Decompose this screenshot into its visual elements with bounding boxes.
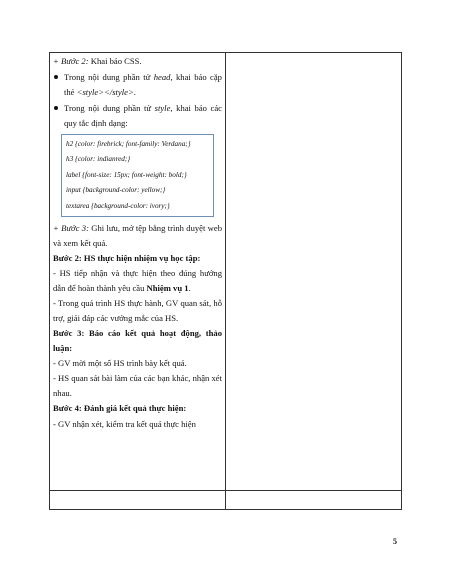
bullet-style bbox=[53, 101, 222, 131]
css-rule: h3 {color: indianred;} bbox=[66, 155, 131, 164]
bullet-text: , khai báo cặp thẻ bbox=[64, 72, 222, 97]
section-heading: Bước 2: HS thực hiện nhiệm vụ học tập: bbox=[53, 253, 201, 264]
left-column-content bbox=[53, 54, 222, 432]
bullet-text: Trong nội dung phần tử bbox=[64, 72, 154, 82]
paragraph-text: . bbox=[188, 283, 191, 294]
paragraph bbox=[53, 266, 222, 296]
section-heading: Bước 3: Báo cáo kết quả hoạt động, thảo luận: bbox=[53, 328, 222, 354]
css-code-box bbox=[61, 134, 214, 217]
css-rule: h2 {color: firebrick; font-family: Verdana;} bbox=[66, 140, 191, 148]
css-rule: label {font-size: 15px; font-weight: bold;} bbox=[66, 170, 187, 179]
tag-name: style bbox=[154, 103, 171, 113]
step-label: + Bước 2: bbox=[53, 56, 89, 66]
table-row-divider bbox=[49, 490, 402, 491]
step-label: + Bước 3: bbox=[53, 223, 89, 234]
code-snippet: <style></style> bbox=[76, 87, 134, 97]
bullet-text: , khai báo các quy tắc định dạng: bbox=[64, 103, 222, 128]
bullet-head bbox=[53, 70, 222, 100]
paragraph: - HS quan sát bài làm của các bạn khác, nhận xét nhau. bbox=[53, 373, 222, 399]
emphasis-text: Nhiệm vụ 1 bbox=[146, 283, 189, 294]
step2-css-line bbox=[53, 54, 222, 69]
table-column-divider bbox=[225, 52, 226, 510]
paragraph: - GV mời một số HS trình bày kết quả. bbox=[53, 358, 187, 369]
bullet-text: Trong nội dung phần tử bbox=[64, 103, 155, 113]
paragraph-text: - HS tiếp nhận và thực hiện theo đúng hướng dẫn để hoàn thành yêu cầu bbox=[53, 268, 222, 294]
step-text: Ghi lưu, mở tệp bằng trình duyệt web và xem kết quả. bbox=[53, 223, 222, 249]
paragraph: - GV nhận xét, kiểm tra kết quả thực hiện bbox=[53, 419, 196, 430]
css-rule: input {background-color: yellow;} bbox=[66, 186, 166, 195]
tag-name: head bbox=[153, 72, 171, 82]
paragraph: - Trong quá trình HS thực hành, GV quan sát, hỗ trợ, giải đáp các vướng mắc của HS. bbox=[53, 298, 222, 324]
step3-save-line bbox=[53, 221, 222, 251]
css-rule: textarea {background-color: ivory;} bbox=[66, 201, 170, 210]
bullet-text: . bbox=[133, 87, 136, 97]
step-text: Khai báo CSS. bbox=[90, 56, 142, 66]
section-heading: Bước 4: Đánh giá kết quả thực hiện: bbox=[53, 403, 187, 414]
page-number: 5 bbox=[393, 537, 397, 546]
